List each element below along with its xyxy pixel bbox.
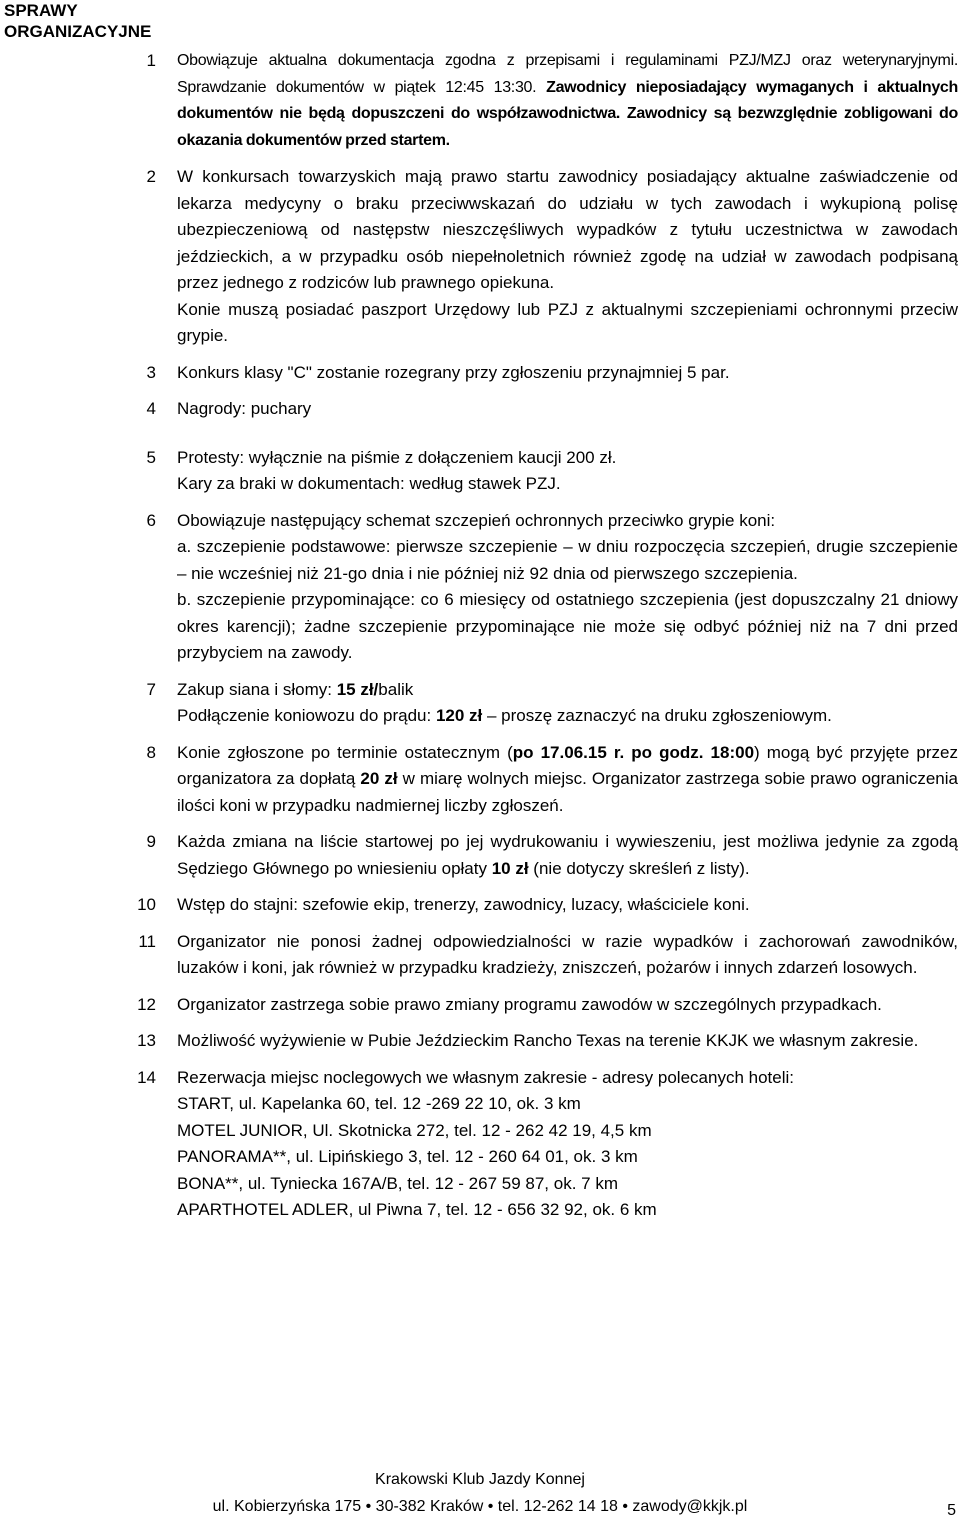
rule-item <box>0 48 960 154</box>
rule-number: 12 <box>137 994 156 1014</box>
rule-paragraph <box>177 677 958 704</box>
rule-item <box>0 396 960 423</box>
rule-paragraph <box>177 445 958 472</box>
rule-paragraph <box>177 508 958 535</box>
section-title-line-2: ORGANIZACYJNE <box>4 22 152 41</box>
rule-paragraph <box>177 164 958 297</box>
rule-item <box>0 740 960 820</box>
rule-text <box>177 360 958 387</box>
text-run: Każda zmiana na liście startowej po jej wydrukowaniu i wywieszeniu, jest możliwa jedynie za zgodą Sędziego Głównego po wniesieniu opłaty <box>177 832 958 878</box>
rule-paragraph <box>177 1065 958 1092</box>
rule-paragraph <box>177 740 958 820</box>
rule-paragraph <box>177 396 958 423</box>
rule-paragraph <box>177 992 958 1019</box>
rule-item <box>0 360 960 387</box>
text-run: b. szczepienie przypominające: co 6 miesięcy od ostatniego szczepienia (jest dopuszczalny 21 dniowy okres karencji); żadne szczepienie przypominające nie może się odbyć później niż na 7 dni przed przybyciem na zawody. <box>177 590 958 662</box>
rule-paragraph <box>177 360 958 387</box>
text-run: – proszę zaznaczyć na druku zgłoszeniowym. <box>482 706 832 725</box>
rule-text <box>177 740 958 820</box>
page-footer <box>0 1466 960 1520</box>
rule-item <box>0 929 960 982</box>
rule-item <box>0 677 960 730</box>
page-number: 5 <box>947 1502 956 1519</box>
footer-organization: Krakowski Klub Jazdy Konnej <box>375 1471 585 1488</box>
bold-text: 120 zł <box>435 706 483 725</box>
rule-paragraph <box>177 1197 958 1224</box>
text-run: a. szczepienie podstawowe: pierwsze szczepienie – w dniu rozpoczęcia szczepień, drugie szczepienie – nie wcześniej niż 21-go dnia i nie później niż 92 dnia od pierwszego szczepienia. <box>177 537 958 583</box>
text-run: Nagrody: puchary <box>177 399 312 418</box>
bold-text: po 17.06.15 r. po godz. 18:00 <box>512 742 755 762</box>
text-run: Obowiązuje następujący schemat szczepień ochronnych przeciwko grypie koni: <box>177 510 776 530</box>
rule-number: 14 <box>137 1067 156 1087</box>
rule-paragraph <box>177 1091 958 1118</box>
text-run: balik <box>378 679 414 699</box>
rule-item <box>0 164 960 350</box>
rule-text <box>177 1065 958 1224</box>
rule-number: 6 <box>146 510 156 530</box>
text-run: Zakup siana i słomy: <box>177 679 337 699</box>
rule-item <box>0 508 960 667</box>
rule-number: 5 <box>146 447 156 467</box>
rule-number: 2 <box>146 167 156 186</box>
rules-list <box>0 48 960 1234</box>
text-run: Wstęp do stajni: szefowie ekip, trenerzy, zawodnicy, luzacy, właściciele koni. <box>177 895 750 914</box>
rule-item <box>0 1065 960 1224</box>
text-run: w miarę wolnych miejsc. Organizator zastrzega sobie prawo ograniczenia ilości koni w przypadku nadmiernej liczby zgłoszeń. <box>177 769 958 815</box>
text-run: ) mogą być przyjęte przez organizatora za dopłatą <box>177 742 958 788</box>
rule-paragraph <box>177 1171 958 1198</box>
rule-paragraph <box>177 471 958 498</box>
rule-text <box>177 1028 958 1055</box>
rule-item <box>0 892 960 919</box>
text-run: Konie muszą posiadać paszport Urzędowy lub PZJ z aktualnymi szczepieniami ochronnymi przeciw grypie. <box>177 299 958 345</box>
rule-number: 8 <box>146 742 156 762</box>
bold-text: 10 zł <box>491 858 529 878</box>
rule-number: 11 <box>138 931 156 951</box>
rule-paragraph <box>177 1118 958 1145</box>
text-run: Podłączenie koniowozu do prądu: <box>177 706 436 725</box>
rule-text <box>177 929 958 982</box>
rule-paragraph <box>177 1144 958 1171</box>
text-run: Kary za braki w dokumentach: według stawek PZJ. <box>177 474 561 493</box>
footer-contact: ul. Kobierzyńska 175 • 30-382 Kraków • tel. 12-262 14 18 • zawody@kkjk.pl <box>212 1498 748 1515</box>
bold-text: 20 zł <box>360 769 398 788</box>
text-run: Konie zgłoszone po terminie ostatecznym ( <box>177 742 513 762</box>
rule-paragraph <box>177 297 958 350</box>
rule-text <box>177 48 958 154</box>
rule-text <box>177 829 958 882</box>
rule-number: 10 <box>137 895 156 914</box>
rule-number: 7 <box>146 679 156 699</box>
rule-number: 13 <box>137 1031 156 1050</box>
rule-item <box>0 445 960 498</box>
text-run: START, ul. Kapelanka 60, tel. 12 -269 22 10, ok. 3 km <box>177 1094 581 1113</box>
text-run: APARTHOTEL ADLER, ul Piwna 7, tel. 12 - 656 32 92, ok. 6 km <box>177 1200 657 1219</box>
text-run: Możliwość wyżywienie w Pubie Jeździeckim Rancho Texas na terenie KKJK we własnym zakresie. <box>177 1031 919 1050</box>
rule-text <box>177 164 958 350</box>
rule-text <box>177 992 958 1019</box>
rule-text <box>177 445 958 498</box>
rule-item <box>0 1028 960 1055</box>
rule-text <box>177 677 958 730</box>
bold-text: Zawodnicy nieposiadający wymaganych i aktualnych dokumentów nie będą dopuszczeni do współzawodnictwa. Zawodnicy są bezwzględnie zobligowani do okazania dokumentów przed startem. <box>177 78 959 149</box>
rule-text <box>177 396 958 423</box>
section-title <box>4 0 151 42</box>
text-run: Protesty: wyłącznie na piśmie z dołączeniem kaucji 200 zł. <box>177 447 617 467</box>
rule-paragraph <box>177 703 958 730</box>
rule-number: 3 <box>146 362 156 382</box>
text-run: Rezerwacja miejsc noclegowych we własnym zakresie - adresy polecanych hoteli: <box>177 1067 794 1087</box>
rule-text <box>177 508 958 667</box>
text-run: MOTEL JUNIOR, Ul. Skotnicka 272, tel. 12 - 262 42 19, 4,5 km <box>177 1120 652 1140</box>
text-run: Organizator zastrzega sobie prawo zmiany programu zawodów w szczególnych przypadkach. <box>177 994 882 1014</box>
text-run: Konkurs klasy "C" zostanie rozegrany przy zgłoszeniu przynajmniej 5 par. <box>177 362 730 382</box>
rule-number: 9 <box>146 832 156 851</box>
bold-text: 15 zł/ <box>336 679 379 699</box>
rule-item <box>0 992 960 1019</box>
text-run: Organizator nie ponosi żadnej odpowiedzialności w razie wypadków i zachorowań zawodników, luzaków i koni, jak również w przypadku kradzieży, zniszczeń, pożarów i innych zdarzeń losowych. <box>177 931 958 977</box>
text-run: W konkursach towarzyskich mają prawo startu zawodnicy posiadający aktualne zaświadczenie od lekarza medycyny o braku przeciwwskazań do udziału w tych zawodach i wykupioną polisę ubezpieczeniową od następstw nieszczęśliwych wypadków z tytułu uczestnictwa w zawodach jeździeckich, a w przypadku osób niepełnoletnich również zgodę na udział w zawodach podpisaną przez jednego z rodziców lub prawnego opiekuna. <box>177 167 958 292</box>
text-run: Obowiązuje aktualna dokumentacja zgodna z przepisami i regulaminami PZJ/MZJ oraz weterynaryjnymi. Sprawdzanie dokumentów w piątek 12:45 13:30. <box>177 52 958 96</box>
rule-paragraph <box>177 587 958 667</box>
text-run: PANORAMA**, ul. Lipińskiego 3, tel. 12 - 260 64 01, ok. 3 km <box>177 1147 638 1166</box>
rule-number: 1 <box>146 51 156 70</box>
text-run: BONA**, ul. Tyniecka 167A/B, tel. 12 - 267 59 87, ok. 7 km <box>177 1173 618 1193</box>
section-title-line-1: SPRAWY <box>4 1 78 20</box>
rule-paragraph <box>177 1028 958 1055</box>
text-run: (nie dotyczy skreśleń z listy). <box>528 858 750 878</box>
rule-number: 4 <box>146 399 156 418</box>
rule-paragraph <box>177 929 958 982</box>
rule-item <box>0 829 960 882</box>
rule-paragraph <box>177 48 958 154</box>
rule-paragraph <box>177 534 958 587</box>
rule-paragraph <box>177 892 958 919</box>
rule-text <box>177 892 958 919</box>
rule-paragraph <box>177 829 958 882</box>
